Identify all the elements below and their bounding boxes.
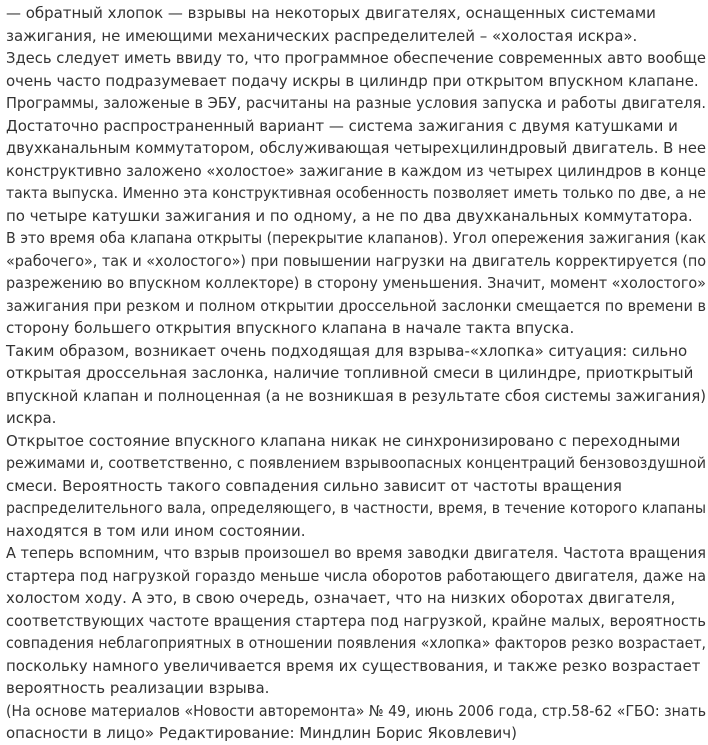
text-line: зажигания при резком и полном открытии дроссельной заслонки смещается по времени в [6,296,706,315]
paragraph-valve-overlap [6,227,708,340]
paragraph-engine-start [6,542,708,700]
text-line: открытая дроссельная заслонка, наличие топливной смеси в цилиндре, приоткрытый [6,364,694,382]
paragraph-software-ignition [6,47,708,227]
paragraph-explosion-situation [6,340,708,430]
text-line: зажигания, не имеющими механических распределителей – «холостая искра». [6,26,638,45]
text-line: разрежению во впускном коллекторе) в сторону уменьшения. Значит, момент «холостого» [6,274,706,292]
text-line: смеси. Вероятность такого совпадения сильно зависит от частоты вращения [6,476,622,495]
text-line: находятся в том или ином состоянии. [6,521,306,540]
text-line: искра. [6,409,57,427]
text-line: — обратный хлопок — взрывы на некоторых двигателях, оснащенных системами [6,4,656,22]
text-line: Открытое состояние впускного клапана никак не синхронизировано с переходными [6,431,681,450]
text-line: очень часто подразумевает подачу искры в цилиндр при открытом впускном клапане. [6,71,699,90]
text-line: конструктивно заложено «холостое» зажигание в каждом из четырех цилиндров в конце [6,161,707,180]
text-line: Программы, заложеные в ЭБУ, расчитаны на разные условия запуска и работы двигателя. [6,94,706,112]
text-line: впускной клапан и полноценная (а не возникшая в результате сбоя системы зажигания) [6,386,706,405]
text-line: Достаточно распространенный вариант — система зажигания с двумя катушками и [6,116,678,135]
text-line: распределительного вала, определяющего, в частности, время, в течение которого клапаны [6,499,706,517]
text-line: холостом ходу. А это, в свою очередь, означает, что на низких оборотах двигателя, [6,589,676,607]
paragraph-valve-state [6,430,708,543]
text-line: такта выпуска. Именно эта конструктивная особенность позволяет иметь только по две, а не [6,184,706,202]
paragraph-backfire-definition [6,2,708,47]
text-line: стартера под нагрузкой гораздо меньше числа оборотов работающего двигателя, даже на [6,566,707,585]
text-line: А теперь вспомним, что взрыв произошел во время заводки двигателя. Частота вращения [6,544,706,562]
text-line: «рабочего», так и «холостого») при повышении нагрузки на двигатель корректируется (по [6,251,707,270]
text-line: (На основе материалов «Новости авторемонта» № 49, июнь 2006 года, стр.58-62 «ГБО: знать [6,701,707,720]
text-line: Таким образом, возникает очень подходящая для взрыва-«хлопка» ситуация: сильно [6,341,688,360]
text-line: опасности в лицо» Редактирование: Миндлин Борис Яковлевич) [6,724,517,742]
text-line: сторону большего открытия впускного клапана в начале такта впуска. [6,319,575,337]
text-line: Здесь следует иметь ввиду то, что программное обеспечение современных авто вообще [6,49,706,67]
text-line: соответствующих частоте вращения стартера под нагрузкой, крайне малых, вероятность [6,611,706,630]
text-line: В это время оба клапана открыты (перекрытие клапанов). Угол опережения зажигания (как [6,229,707,247]
text-line: вероятность реализации взрыва. [6,679,270,697]
text-line: двухканальным коммутатором, обслуживающая четырехцилиндровый двигатель. В нее [6,139,707,157]
paragraph-source-credit [6,700,708,745]
text-line: поскольку намного увеличивается время их существования, и также резко возрастает [6,656,701,675]
text-line: по четыре катушки зажигания и по одному, а не по два двухканальных коммутатора. [6,206,693,225]
text-line: совпадения неблагоприятных в отношении появления «хлопка» факторов резко возрастает, [6,634,707,652]
text-line: режимами и, соответственно, с появлением взрывоопасных концентраций бензовоздушной [6,454,706,472]
